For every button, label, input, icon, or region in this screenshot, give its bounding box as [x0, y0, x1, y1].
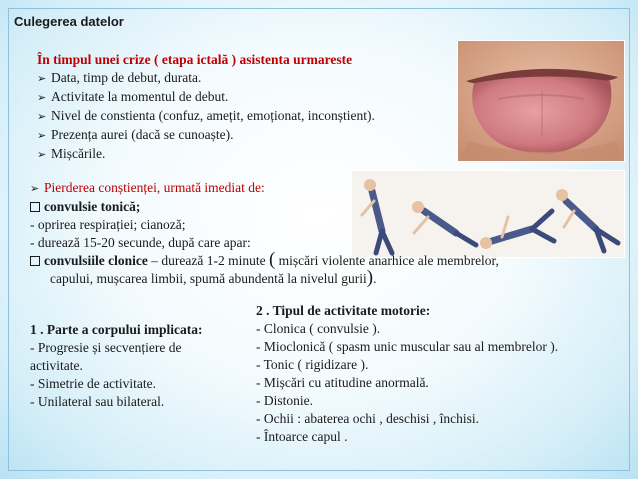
arrow-bullet-icon: ➢	[30, 183, 40, 195]
right-column	[256, 302, 558, 446]
right-col-line: - Clonica ( convulsie ).	[256, 321, 381, 336]
tonic-line: - oprirea respirației; cianoză;	[30, 217, 186, 232]
tongue-bite-photo	[457, 40, 625, 162]
right-col-line: - Ochii : abaterea ochi , deschisi , închisi.	[256, 411, 480, 426]
right-col-line: - Tonic ( rigidizare ).	[256, 357, 369, 372]
list-item: ➢ Nivel de constienta (confuz, amețit, emoționat, inconștient).	[37, 107, 375, 126]
checkbox-bullet-icon	[30, 256, 40, 266]
list-item: ➢ Mișcările.	[37, 145, 375, 164]
right-col-line: - Mioclonică ( spasm unic muscular sau al membrelor ).	[256, 339, 559, 354]
section2	[30, 179, 499, 288]
section2-heading-line: ➢ Pierderea conștienței, urmată imediat de:	[30, 179, 499, 198]
tonic-line: - durează 15-20 secunde, după care apar:	[30, 235, 251, 250]
checkbox-bullet-icon	[30, 202, 40, 212]
list-item: ➢ Activitate la momentul de debut.	[37, 88, 375, 107]
right-col-line: - Distonie.	[256, 393, 313, 408]
right-col-heading: 2 . Tipul de activitate motorie:	[256, 303, 431, 318]
slide-title: Culegerea datelor	[14, 14, 124, 29]
left-col-heading: 1 . Parte a corpului implicata:	[30, 322, 203, 337]
arrow-bullet-icon: ➢	[37, 73, 47, 85]
tonic-label-line: convulsie tonică;	[30, 198, 499, 216]
list-item: ➢ Prezența aurei (dacă se cunoaște).	[37, 126, 375, 145]
section1-heading: În timpul unei crize ( etapa ictală ) asistenta urmareste	[37, 52, 353, 67]
right-col-line: - Mișcări cu atitudine anormală.	[256, 375, 429, 390]
clonic-line: convulsiile clonice – durează 1-2 minute ( mișcări violente anarhice ale membrelor,	[30, 252, 499, 270]
left-col-line: - Progresie și secvențiere de	[30, 340, 182, 355]
left-column	[30, 321, 202, 411]
clonic-line-2: capului, mușcarea limbii, spumă abundentă la nivelul gurii).	[50, 267, 377, 288]
right-col-line: - Întoarce capul .	[256, 429, 348, 444]
arrow-bullet-icon: ➢	[37, 149, 47, 161]
left-col-line: - Simetrie de activitate.	[30, 376, 156, 391]
left-col-line: activitate.	[30, 358, 83, 373]
left-col-line: - Unilateral sau bilateral.	[30, 394, 165, 409]
section1-list	[37, 69, 375, 164]
list-item: ➢ Data, timp de debut, durata.	[37, 69, 375, 88]
arrow-bullet-icon: ➢	[37, 92, 47, 104]
arrow-bullet-icon: ➢	[37, 130, 47, 142]
arrow-bullet-icon: ➢	[37, 111, 47, 123]
